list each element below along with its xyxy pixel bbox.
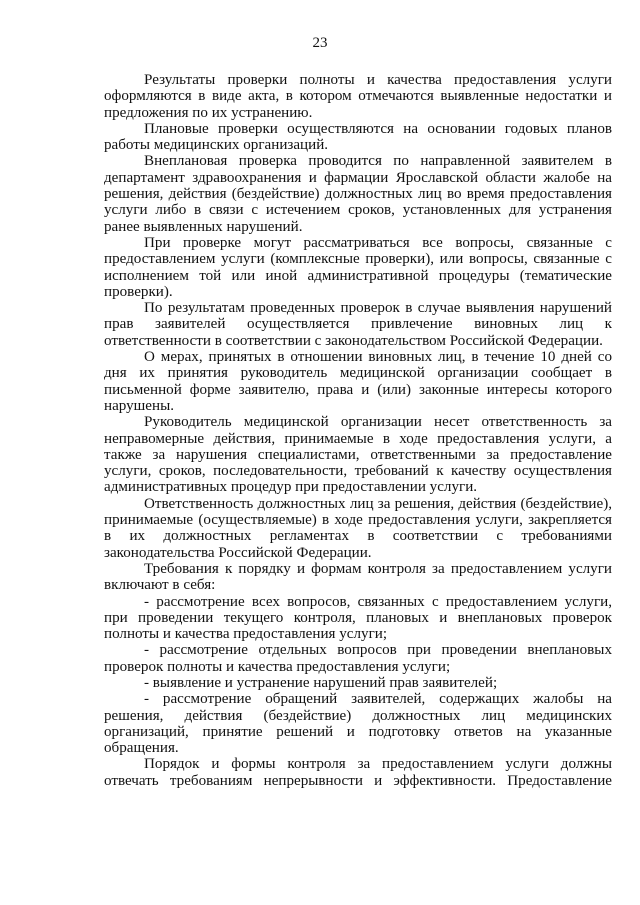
paragraph [104, 349, 612, 414]
paragraph-line: работы медицинских организаций. [104, 137, 329, 154]
document-body [104, 72, 612, 789]
paragraph [104, 675, 612, 691]
paragraph-line: административных процедур при предоставлении услуги. [104, 479, 478, 496]
paragraph-line: Ответственность должностных лиц за решения, действия (бездействие), [144, 495, 612, 512]
paragraph-line: отвечать требованиям непрерывности и эффективности. Предоставление [104, 772, 612, 789]
paragraph [104, 691, 612, 756]
paragraph-line: законодательства Российской Федерации. [104, 544, 372, 561]
paragraph-line: Порядок и формы контроля за предоставлением услуги должны [144, 756, 612, 773]
paragraph-line: услуги, сроков, последовательности, требований к качеству осуществления [104, 463, 612, 480]
paragraph-line: полноты и качества предоставления услуги; [104, 626, 388, 643]
page-number: 23 [312, 35, 328, 51]
paragraph-line: ранее выявленных нарушений. [104, 218, 303, 235]
paragraph [104, 235, 612, 300]
paragraph-line: Плановые проверки осуществляются на основании годовых планов [144, 120, 612, 137]
paragraph-line: письменной форме заявителю, права и (или) законные интересы которого [104, 381, 612, 398]
paragraph [104, 414, 612, 495]
paragraph-line: услуги либо в связи с истечением сроков, установленных для устранения [104, 202, 612, 219]
paragraph-line: - рассмотрение обращений заявителей, содержащих жалобы на [144, 691, 612, 708]
paragraph [104, 300, 612, 349]
paragraph-line: при проведении текущего контроля, плановых и внеплановых проверок [104, 609, 612, 626]
paragraph [104, 121, 612, 154]
paragraph-line: решения, действия (бездействие) должностных лиц во время предоставления [104, 186, 612, 203]
paragraph-line: По результатам проведенных проверок в случае выявления нарушений [144, 300, 612, 317]
paragraph-line: принимаемые (осуществляемые) в ходе предоставления услуги, закрепляется [104, 512, 612, 529]
paragraph-line: включают в себя: [104, 577, 216, 594]
paragraph-line: департамент здравоохранения и фармации Ярославской области жалобе на [104, 169, 612, 186]
paragraph-line: нарушены. [104, 397, 174, 414]
paragraph-line: обращения. [104, 740, 179, 757]
paragraph-line: - рассмотрение всех вопросов, связанных с предоставлением услуги, [144, 593, 612, 610]
paragraph-line: дня их принятия руководитель медицинской организации сообщает в [104, 365, 612, 382]
paragraph-line: О мерах, принятых в отношении виновных лиц, в течение 10 дней со [144, 349, 612, 366]
paragraph-line: Внеплановая проверка проводится по направленной заявителем в [144, 153, 612, 170]
paragraph-line: решения, действия (бездействие) должностных лиц медицинских [104, 707, 612, 724]
paragraph-line: Результаты проверки полноты и качества предоставления услуги [144, 72, 612, 88]
paragraph-line: предложения по их устранению. [104, 104, 313, 121]
paragraph-line: предоставлением услуги (комплексные проверки), или вопросы, связанные с [104, 251, 612, 268]
paragraph-line: - выявление и устранение нарушений прав заявителей; [144, 674, 498, 691]
paragraph-line: Требования к порядку и формам контроля за предоставлением услуги [144, 560, 612, 577]
paragraph-line: в их должностных регламентах в соответствии с требованиями [104, 528, 612, 545]
paragraph-line: ответственности в соответствии с законодательством Российской Федерации. [104, 332, 603, 349]
paragraph [104, 756, 612, 789]
paragraph-line: При проверке могут рассматриваться все вопросы, связанные с [144, 234, 612, 251]
paragraph-line: Руководитель медицинской организации несет ответственность за [144, 414, 612, 431]
paragraph [104, 561, 612, 594]
paragraph-line: проверок полноты и качества предоставления услуги; [104, 658, 451, 675]
paragraph [104, 496, 612, 561]
paragraph-line: исполнением той или иной административной процедуры (тематические [104, 267, 612, 284]
paragraph-line: прав заявителей осуществляется привлечение виновных лиц к [104, 316, 612, 333]
paragraph-line: неправомерные действия, принимаемые в ходе предоставления услуги, а [104, 430, 612, 447]
paragraph [104, 153, 612, 234]
paragraph-line: также за нарушения специалистами, ответственными за предоставление [104, 446, 612, 463]
paragraph [104, 642, 612, 675]
paragraph-line: - рассмотрение отдельных вопросов при проведении внеплановых [144, 642, 612, 659]
paragraph-line: проверки). [104, 283, 173, 300]
paragraph-line: оформляются в виде акта, в котором отмечаются выявленные недостатки и [104, 88, 612, 105]
paragraph [104, 72, 612, 121]
paragraph [104, 594, 612, 643]
paragraph-line: организаций, принятие решений и подготовку ответов на указанные [104, 723, 612, 740]
